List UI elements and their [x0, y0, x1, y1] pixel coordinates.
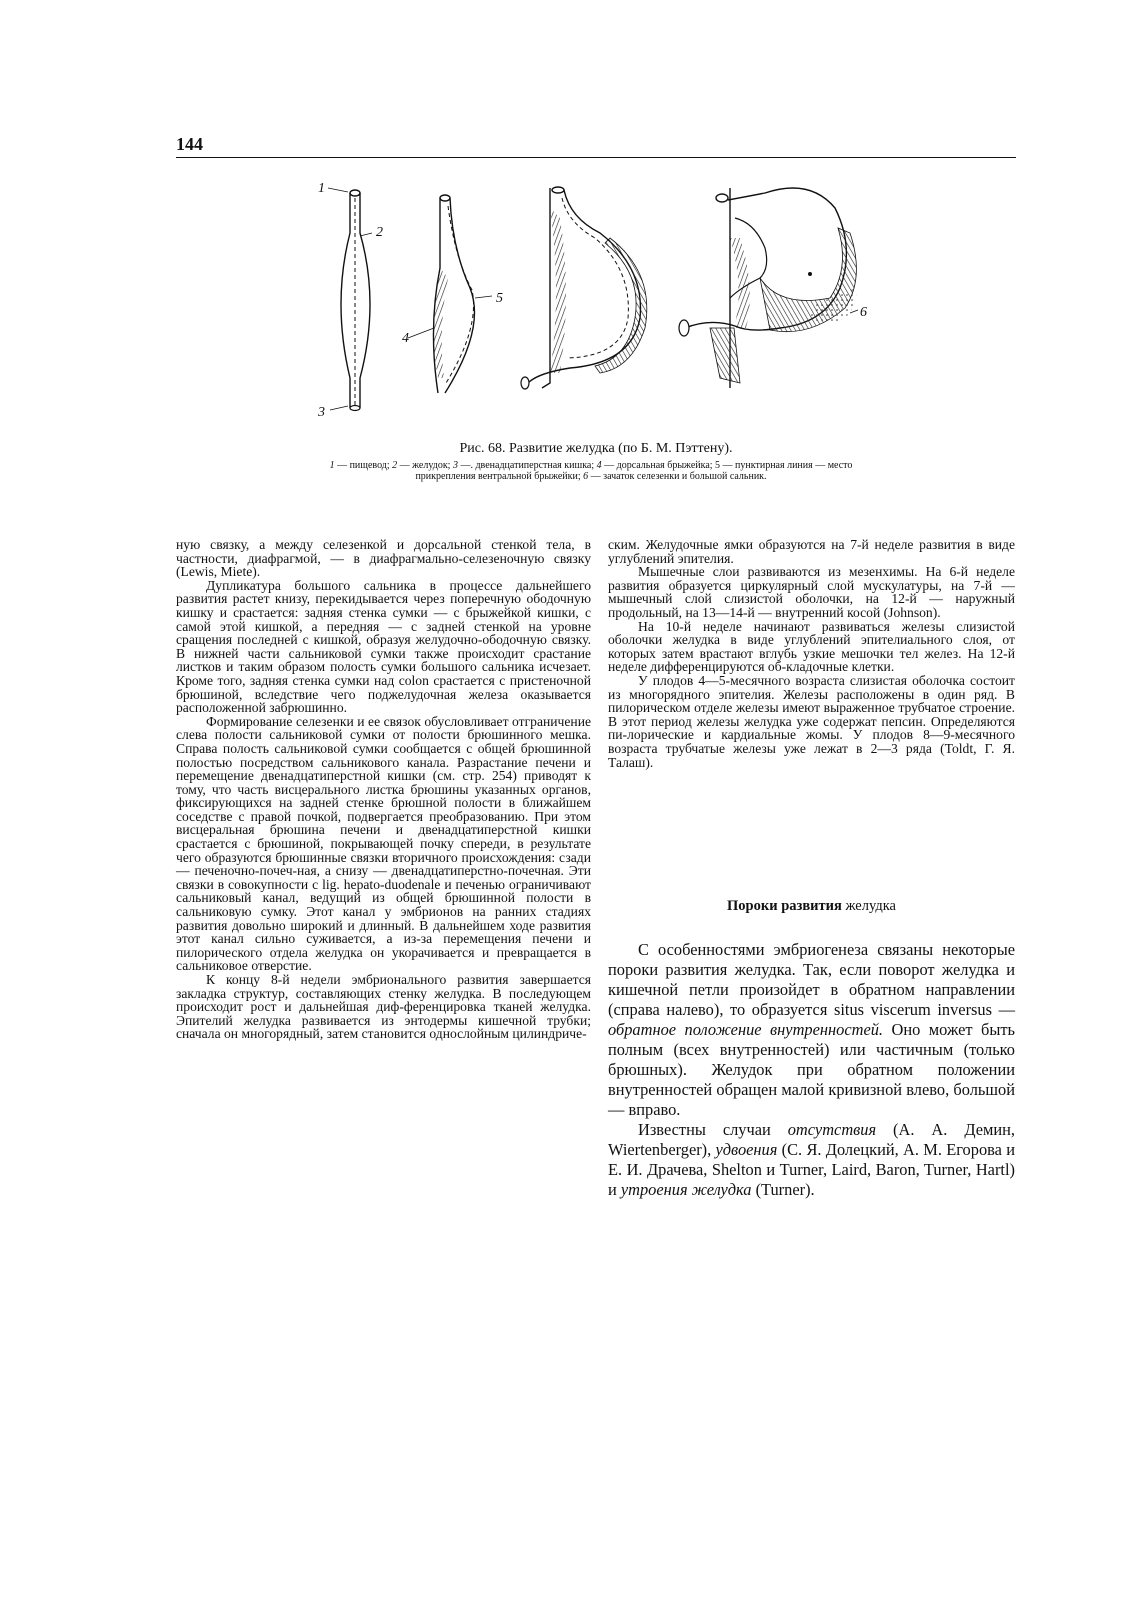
legend-text: — пищевод; — [334, 460, 393, 471]
legend-number: 2 — [392, 460, 398, 471]
figure-label: 2 — [376, 225, 383, 240]
paragraph: ским. Желудочные ямки образуются на 7-й неделе развития в виде углублений эпителия. — [608, 537, 1015, 566]
paragraph — [608, 940, 1015, 1120]
right-column — [608, 538, 1015, 769]
figure-caption-legend — [302, 460, 880, 482]
legend-number: 1 — [329, 460, 335, 471]
italic-run: обратное положение внутренностей. — [608, 1020, 884, 1039]
figure-label: 1 — [318, 181, 325, 196]
legend-number: 4 — [596, 460, 602, 471]
figure-label: 3 — [318, 405, 325, 420]
stomach-development-figure — [310, 178, 870, 433]
figure-label: 4 — [402, 331, 409, 346]
stage-1-tube — [328, 188, 372, 411]
header-rule — [176, 157, 1016, 158]
section-heading-bold: Пороки развития — [727, 898, 842, 914]
text-run: (А. А. Демин, Wiertenberger), — [608, 1120, 1015, 1159]
legend-text: —. двенадцатиперстная кишка; — [457, 460, 597, 471]
text-run: (Turner). — [751, 1180, 815, 1199]
figure-label: 6 — [860, 305, 867, 320]
left-column — [176, 538, 591, 1041]
italic-run: удвоения — [715, 1140, 778, 1159]
legend-text: — зачаток селезенки и большой сальник. — [588, 471, 767, 482]
figure-label: 5 — [496, 291, 503, 306]
text-run: Оно может быть полным (всех внутренностей) или частичным (только брюшных). Желудок при обратном положении внутренностей обращен малой кривизной влево, большой — вправо. — [608, 1020, 1015, 1119]
stage-4-stomach — [679, 188, 858, 388]
legend-number: 6 — [583, 471, 589, 482]
figure-illustration — [310, 178, 870, 433]
stage-3-stomach — [521, 187, 647, 389]
legend-text: — желудок; — [397, 460, 453, 471]
stage-2-tube — [408, 195, 492, 393]
paragraph: Мышечные слои развиваются из мезенхимы. На 6-й неделе развития образуется циркулярный слой мускулатуры, на 7-й — мышечный слой слизистой оболочки, на 12-й — наружный продольный, на 13—14-й — внутренний косой (Johnson). — [608, 564, 1015, 620]
paragraph: К концу 8-й недели эмбрионального развития завершается закладка структур, составляющих стенку желудка. В последующем происходит рост и дальнейшая диф-ференцировка тканей желудка. Эпителий желудка развивается из энтодермы кишечной трубки; сначала он многорядный, затем становится однослойным цилиндриче- — [176, 972, 591, 1042]
paragraph: У плодов 4—5-месячного возраста слизистая оболочка состоит из многорядного эпителия. Железы расположены в один ряд. В пилорическом отделе железы имеют выраженное трубчатое строение. В этот период железы желудка уже содержат пепсин. Определяются пи-лорические и кардиальные жомы. У плодов 8—9-месячного возраста трубчатые железы уже лежат в 2—3 ряда (Toldt, Г. Я. Талаш). — [608, 672, 1015, 770]
text-run: С особенностями эмбриогенеза связаны некоторые пороки развития желудка. Так, если поворот желудка и кишечной петли произойдет в обратном направлении (справа налево), то образуется situs viscerum inversus — — [608, 940, 1015, 1019]
legend-number: 3 — [452, 460, 458, 471]
paragraph: Дупликатура большого сальника в процессе дальнейшего развития растет книзу, перекидывается через поперечную ободочную кишку и срастается: задняя стенка сумки — с брыжейкой кишки, с самой этой кишкой, а передняя — с задней стенкой на уровне сращения последней с кишкой, образуя желудочно-ободочную связку. В нижней части сальниковой сумки также происходит срастание листков и таким образом полость сумки большого сальника исчезает. Кроме того, задняя стенка сумки над colon срастается с пристеночной брюшиной, вследствие чего поджелудочная железа оказывается расположенной забрюшинно. — [176, 577, 591, 716]
figure-caption-title: Рис. 68. Развитие желудка (по Б. М. Пэттену). — [459, 441, 733, 456]
paragraph: ную связку, а между селезенкой и дорсальной стенкой тела, в частности, диафрагмой, — в диафрагмально-селезеночную связку (Lewis, Miete). — [176, 537, 591, 580]
section-heading — [608, 898, 1015, 915]
italic-run: утроения желудка — [620, 1180, 752, 1199]
legend-text: — дорсальная брыжейка; 5 — пунктирная линия — место прикрепления вентральной брыжейки; — [415, 460, 853, 482]
page-number: 144 — [176, 134, 203, 154]
paragraph: На 10-й неделе начинают развиваться железы слизистой оболочки желудка в виде углублений эпителиального слоя, от которых затем врастают вглубь узкие мешочки тел желез. На 12-й неделе дифференцируются об-кладочные клетки. — [608, 618, 1015, 675]
paragraph: Формирование селезенки и ее связок обусловливает отграничение слева полости сальниковой сумки от полости брюшинного мешка. Справа полость сальниковой сумки сообщается с общей брюшинной полостью посредством сальникового канала. Разрастание печени и перемещение двенадцатиперстной кишки (см. стр. 254) приводят к тому, что часть висцерального листка брюшины указанных органов, фиксирующихся на задней стенке брюшной полости в ближайшем соседстве с правой почкой, подвергается преобразованию. При этом висцеральная брюшина печени и двенадцатиперстной кишки срастается с брюшиной, покрывающей почку спереди, в результате чего образуются брюшинные связки вторичного происхождения: сзади — печеночно-почеч-ная, а снизу — двенадцатиперстно-почечная. Эти связки в совокупности с lig. hepato-duodenale и печенью ограничивают сальниковый канал, ведущий из общей брюшинной полости в сальниковую сумку. Этот канал у эмбрионов на ранних стадиях развития довольно широкий и длинный. В дальнейшем ходе развития этот канал сильно суживается, а из-за перемещения печени и пилорического отдела желудка он укорачивается и превращается в сальниковое отверстие. — [176, 713, 591, 974]
paragraph — [608, 1120, 1015, 1200]
text-run: (С. Я. Долецкий, А. М. Егорова и Е. И. Драчева, Shelton и Turner, Laird, Baron, Turner, Hartl) и — [608, 1140, 1015, 1199]
text-run: Известны случаи — [638, 1120, 788, 1139]
section-heading-rest: желудка — [841, 898, 896, 914]
italic-run: отсутствия — [787, 1120, 877, 1139]
lower-text — [608, 940, 1015, 1200]
